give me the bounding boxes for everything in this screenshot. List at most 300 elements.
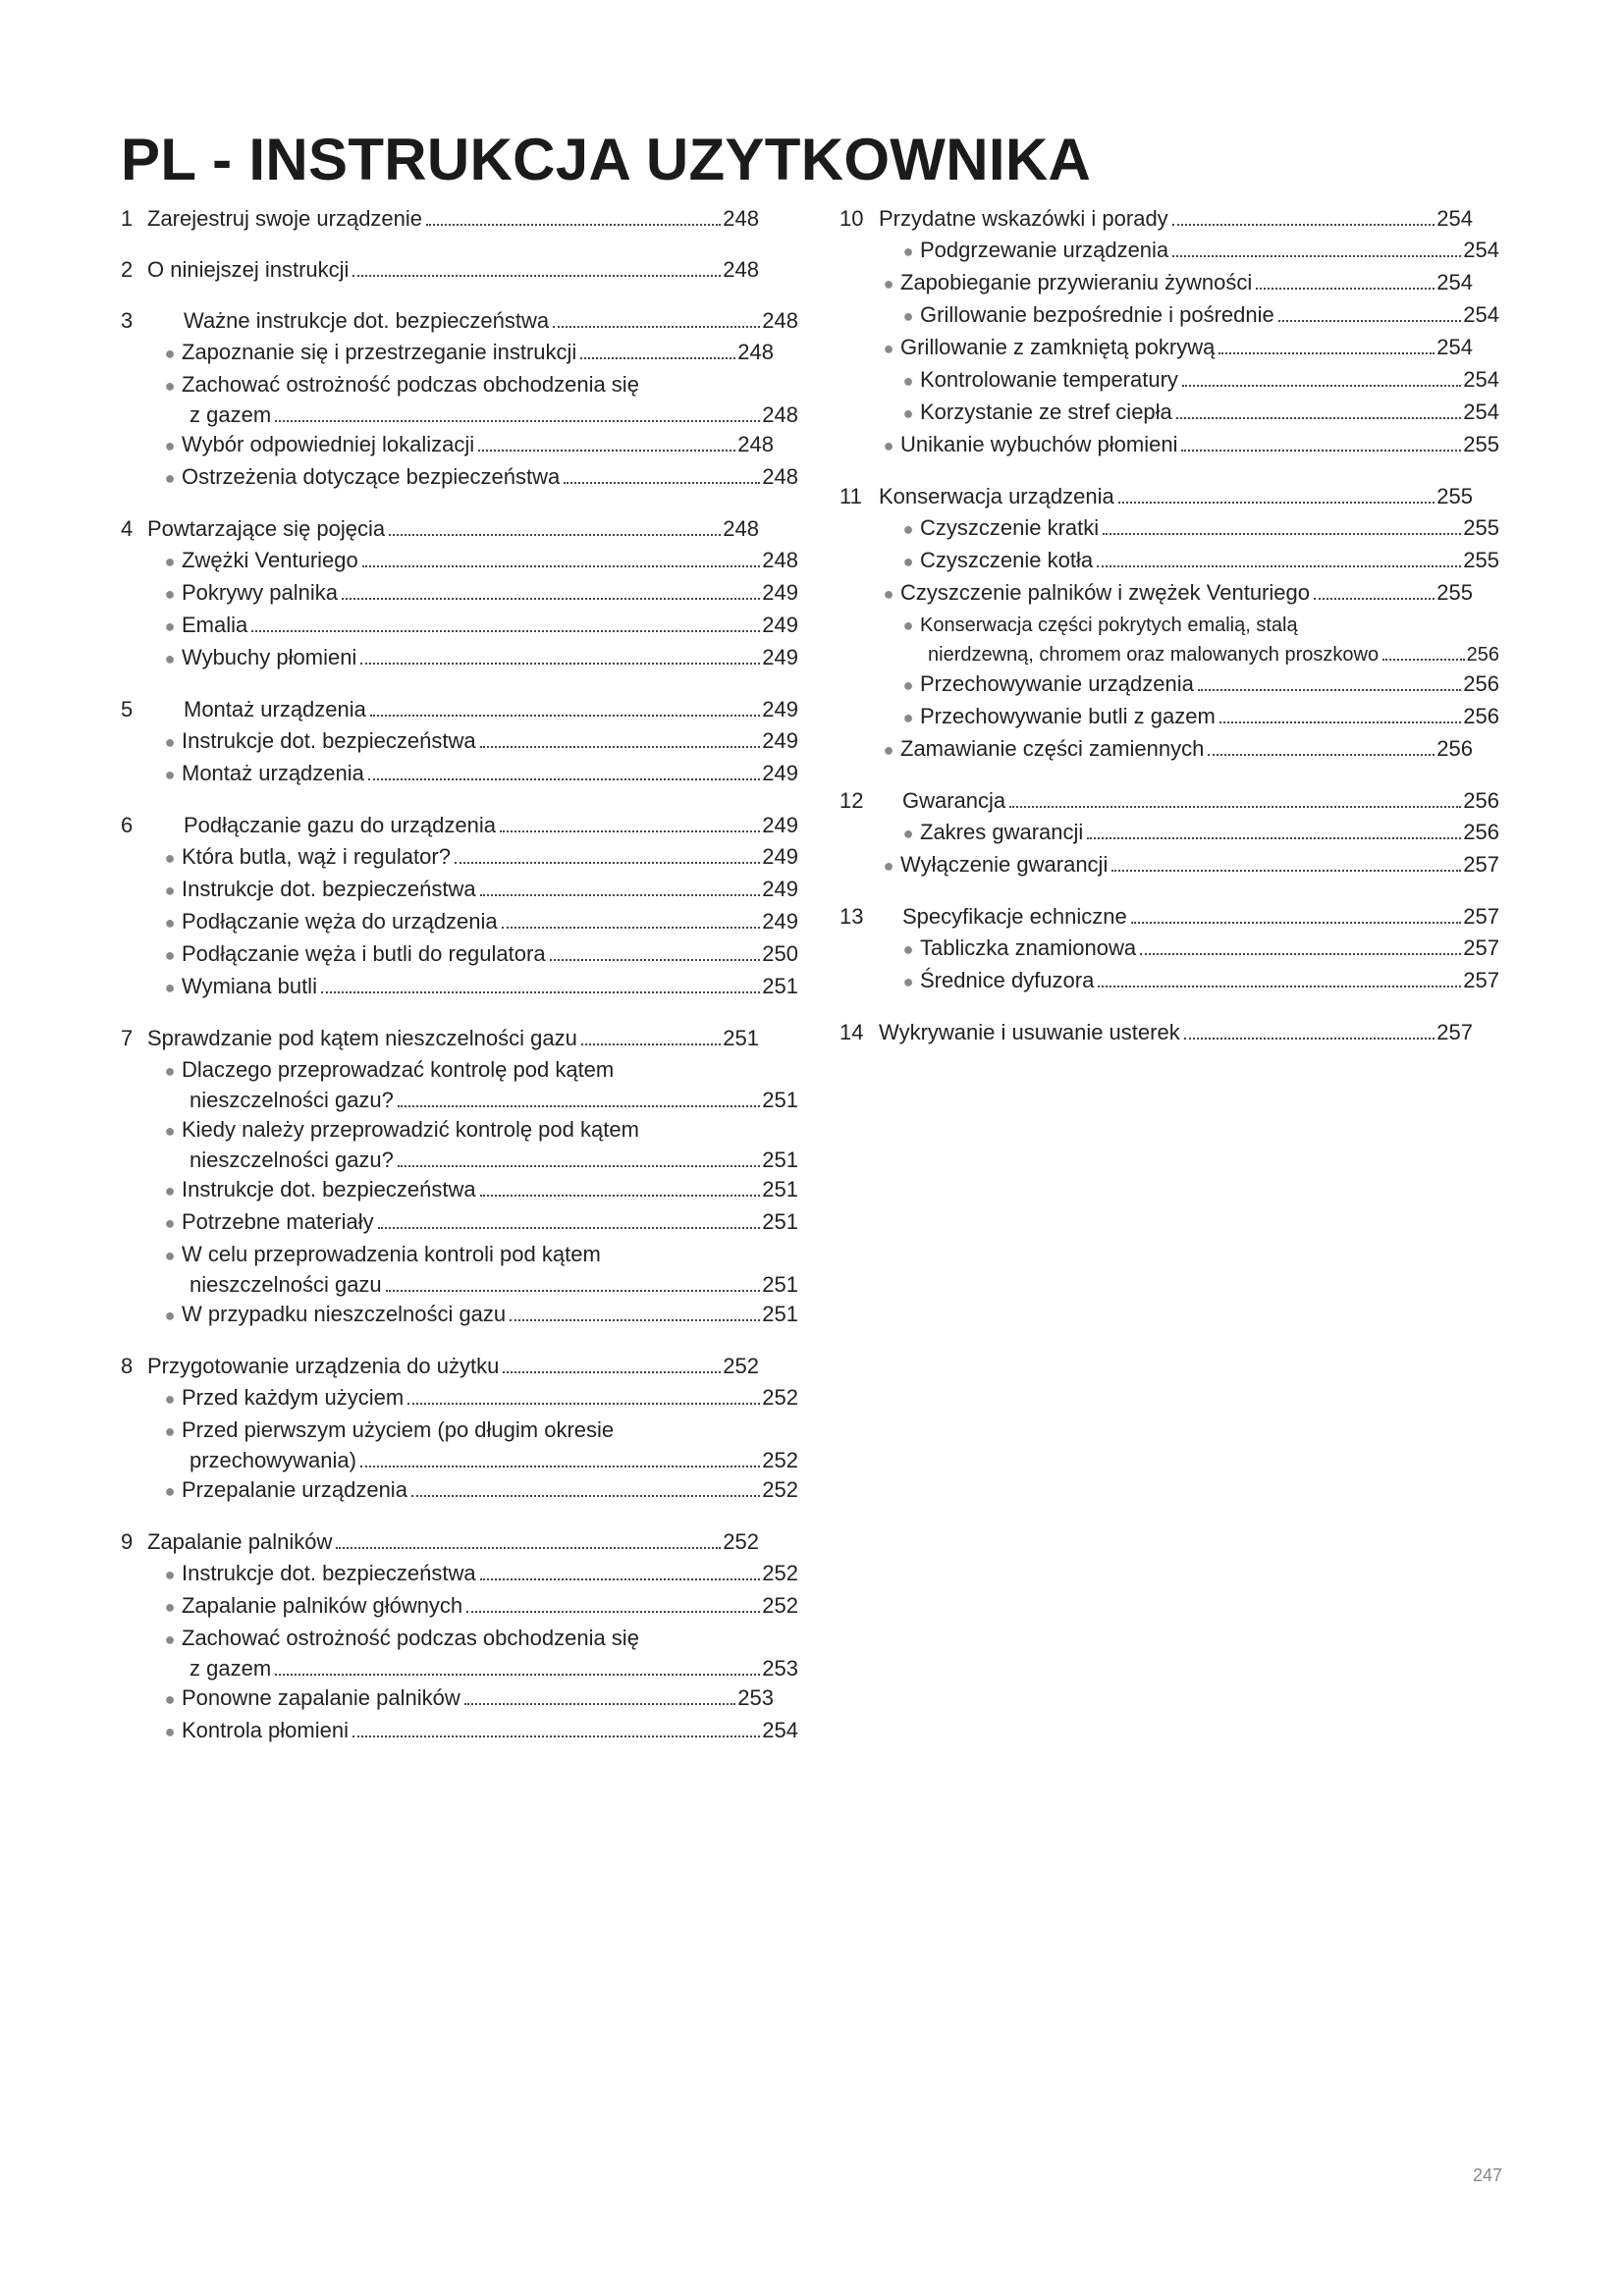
toc-entry[interactable] — [839, 202, 1473, 235]
dot-leader — [1111, 870, 1461, 872]
toc-subentry[interactable] — [839, 701, 1499, 733]
page-ref: 252 — [762, 1385, 798, 1410]
toc-line — [121, 1271, 798, 1299]
dot-leader — [275, 1674, 760, 1676]
toc-line — [121, 429, 774, 461]
toc-line — [121, 906, 798, 938]
bullet-icon: ● — [164, 765, 176, 784]
page-ref: 249 — [762, 613, 798, 637]
toc-entry[interactable] — [839, 784, 1499, 817]
dot-leader — [502, 927, 761, 929]
subentry-title: Ponowne zapalanie palników — [182, 1685, 460, 1710]
subentry-title: Czyszczenie palników i zwężek Venturiego — [900, 580, 1310, 605]
bullet-icon: ● — [164, 1597, 176, 1617]
dot-leader — [362, 565, 761, 567]
toc-line — [839, 965, 1499, 997]
subentry-title: Instrukcje dot. bezpieczeństwa — [182, 1177, 476, 1201]
section-title: Specyfikacje echniczne — [902, 904, 1127, 929]
toc-line — [121, 1590, 798, 1623]
toc-section — [839, 784, 1499, 881]
dot-leader — [1176, 417, 1462, 419]
subentry-title: Unikanie wybuchów płomieni — [900, 432, 1178, 456]
toc-section — [121, 1350, 798, 1507]
dot-leader — [251, 630, 760, 632]
toc-subentry[interactable] — [121, 545, 798, 577]
toc-line — [839, 668, 1499, 701]
toc-subentry[interactable] — [121, 369, 798, 429]
toc-section — [121, 693, 798, 790]
page-ref: 256 — [1463, 671, 1499, 696]
toc-subentry[interactable] — [121, 337, 798, 369]
toc-line — [839, 397, 1499, 429]
toc-subentry[interactable] — [121, 1382, 798, 1415]
toc-line — [121, 337, 774, 369]
subentry-title: Wymiana butli — [182, 974, 317, 998]
bullet-icon: ● — [164, 945, 176, 965]
page-ref: 254 — [1463, 238, 1499, 262]
page-ref: 252 — [762, 1448, 798, 1472]
page-ref: 248 — [762, 464, 798, 489]
bullet-icon: ● — [902, 306, 914, 326]
bullet-icon: ● — [164, 1181, 176, 1201]
subentry-title: Zachować ostrożność podczas obchodzenia się — [182, 372, 639, 397]
toc-entry[interactable] — [121, 512, 759, 545]
subentry-title: Dlaczego przeprowadzać kontrolę pod kątem — [182, 1057, 615, 1082]
bullet-icon: ● — [902, 519, 914, 539]
toc-entry[interactable] — [121, 202, 759, 235]
toc-line — [839, 364, 1499, 397]
toc-entry[interactable] — [839, 1016, 1473, 1048]
toc-line — [121, 1147, 798, 1174]
toc-line — [121, 1174, 798, 1206]
toc-subentry[interactable] — [121, 758, 798, 790]
bullet-icon: ● — [164, 881, 176, 900]
subentry-title: Zapoznanie się i przestrzeganie instrukcji — [182, 340, 577, 364]
page-ref: 253 — [737, 1685, 774, 1710]
bullet-icon: ● — [883, 740, 894, 760]
page-ref: 257 — [1463, 968, 1499, 992]
subentry-title: Zwężki Venturiego — [182, 548, 358, 572]
page-ref: 254 — [1436, 270, 1473, 294]
page-ref: 249 — [762, 697, 798, 721]
subentry-title: Korzystanie ze stref ciepła — [920, 400, 1172, 424]
subentry-title: Zapalanie palników głównych — [182, 1593, 463, 1618]
subentry-title: Montaż urządzenia — [182, 761, 364, 785]
toc-entry[interactable] — [121, 1022, 759, 1054]
page-ref: 249 — [762, 813, 798, 837]
toc-subentry[interactable] — [839, 364, 1499, 397]
dot-leader — [1256, 288, 1435, 290]
bullet-icon: ● — [164, 1722, 176, 1741]
dot-leader — [426, 224, 721, 226]
toc-subentry[interactable] — [839, 267, 1499, 299]
section-number: 2 — [121, 257, 134, 282]
section-title: Konserwacja urządzenia — [879, 484, 1114, 508]
toc-subentry[interactable] — [121, 1474, 798, 1507]
toc-subentry[interactable] — [839, 299, 1499, 332]
toc-subentry[interactable] — [121, 1682, 798, 1715]
section-number: 12 — [839, 788, 864, 813]
toc-line — [121, 758, 798, 790]
subentry-title: Przed pierwszym użyciem (po długim okresie — [182, 1417, 615, 1442]
subentry-title: Zamawianie części zamiennych — [900, 736, 1205, 761]
page-ref: 248 — [723, 206, 759, 231]
toc-subentry[interactable] — [121, 1715, 798, 1747]
bullet-icon: ● — [902, 939, 914, 959]
dot-leader — [580, 357, 735, 359]
toc-section — [839, 202, 1499, 461]
page-ref: 252 — [762, 1593, 798, 1618]
subentry-title: Ostrzeżenia dotyczące bezpieczeństwa — [182, 464, 561, 489]
subentry-title: Przechowywanie urządzenia — [920, 671, 1194, 696]
page-ref: 256 — [1466, 644, 1499, 666]
page-ref: 257 — [1463, 904, 1499, 929]
toc-subentry[interactable] — [121, 577, 798, 610]
bullet-icon: ● — [164, 1689, 176, 1709]
toc-entry[interactable] — [121, 253, 759, 286]
toc-subentry[interactable] — [121, 461, 798, 494]
section-number: 1 — [121, 206, 134, 231]
section-number: 4 — [121, 516, 134, 541]
toc-line — [121, 1299, 798, 1331]
bullet-icon: ● — [883, 436, 894, 455]
dot-leader — [275, 420, 760, 422]
bullet-icon: ● — [902, 824, 914, 843]
toc-column-left — [121, 202, 798, 1766]
section-number: 11 — [839, 484, 862, 508]
page-ref: 257 — [1436, 1020, 1473, 1044]
subentry-title: Pokrywy palnika — [182, 580, 338, 605]
bullet-icon: ● — [902, 371, 914, 391]
subentry-title: Podgrzewanie urządzenia — [920, 238, 1169, 262]
subentry-title: Kontrola płomieni — [182, 1718, 349, 1742]
toc-line — [121, 401, 798, 429]
subentry-title: Instrukcje dot. bezpieczeństwa — [182, 728, 476, 753]
toc-subentry[interactable] — [839, 545, 1499, 577]
page-ref: 252 — [762, 1561, 798, 1585]
subentry-title: Kiedy należy przeprowadzić kontrolę pod kątem — [182, 1117, 639, 1142]
section-number: 9 — [121, 1529, 134, 1554]
bullet-icon: ● — [164, 1565, 176, 1584]
toc-subentry[interactable] — [121, 1415, 798, 1474]
toc-subentry[interactable] — [121, 429, 798, 461]
page-ref: 251 — [762, 1177, 798, 1201]
toc-section — [121, 202, 798, 235]
subentry-title: Instrukcje dot. bezpieczeństwa — [182, 1561, 476, 1585]
bullet-icon: ● — [164, 1389, 176, 1409]
dot-leader — [553, 326, 760, 328]
subentry-title: nieszczelności gazu — [189, 1272, 382, 1297]
dot-leader — [478, 450, 735, 452]
page-ref: 256 — [1463, 788, 1499, 813]
dot-leader — [1219, 721, 1461, 723]
dot-leader — [1208, 754, 1435, 756]
page-ref: 252 — [762, 1477, 798, 1502]
toc-line — [121, 841, 798, 874]
dot-leader — [1087, 837, 1461, 839]
toc-subentry[interactable] — [839, 235, 1499, 267]
toc-subentry[interactable] — [839, 577, 1499, 610]
page-ref: 254 — [1436, 206, 1473, 231]
toc-subentry[interactable] — [121, 610, 798, 642]
subentry-title: przechowywania) — [189, 1448, 356, 1472]
bullet-icon: ● — [164, 376, 176, 396]
dot-leader — [500, 830, 760, 832]
section-number: 14 — [839, 1020, 864, 1044]
toc-entry[interactable] — [121, 693, 798, 725]
dot-leader — [1181, 450, 1461, 452]
toc-line — [839, 267, 1473, 299]
dot-leader — [480, 1578, 761, 1580]
toc-line — [121, 1655, 798, 1682]
dot-leader — [378, 1227, 761, 1229]
subentry-title: Konserwacja części pokrytych emalią, stalą — [920, 614, 1298, 636]
toc-entry[interactable] — [121, 809, 798, 841]
toc-line — [121, 1558, 798, 1590]
page-ref: 254 — [1463, 367, 1499, 392]
toc-line — [121, 1239, 798, 1271]
toc-column-right — [839, 202, 1499, 1067]
bullet-icon: ● — [164, 1421, 176, 1441]
bullet-icon: ● — [164, 436, 176, 455]
toc-line — [839, 299, 1499, 332]
dot-leader — [1172, 255, 1461, 257]
toc-subentry[interactable] — [121, 1054, 798, 1114]
section-title: Ważne instrukcje dot. bezpieczeństwa — [184, 308, 550, 333]
toc-subentry[interactable] — [839, 817, 1499, 849]
toc-subentry[interactable] — [121, 906, 798, 938]
toc-line — [121, 1114, 798, 1147]
subentry-title: Przed każdym użyciem — [182, 1385, 405, 1410]
toc-subentry[interactable] — [839, 610, 1499, 668]
bullet-icon: ● — [902, 241, 914, 261]
bullet-icon: ● — [164, 978, 176, 997]
subentry-title: Czyszczenie kotła — [920, 548, 1094, 572]
bullet-icon: ● — [902, 675, 914, 695]
bullet-icon: ● — [902, 552, 914, 571]
toc-subentry[interactable] — [121, 725, 798, 758]
toc-subentry[interactable] — [121, 1174, 798, 1206]
section-number: 5 — [121, 697, 134, 721]
toc-line — [121, 725, 798, 758]
toc-subentry[interactable] — [121, 874, 798, 906]
toc-subentry[interactable] — [839, 933, 1499, 965]
dot-leader — [1103, 533, 1461, 535]
toc-line — [121, 461, 798, 494]
toc-entry[interactable] — [839, 480, 1473, 512]
page-ref: 251 — [762, 1088, 798, 1112]
bullet-icon: ● — [164, 584, 176, 604]
dot-leader — [455, 862, 760, 864]
page-ref: 248 — [762, 308, 798, 333]
toc-subentry[interactable] — [839, 733, 1499, 766]
bullet-icon: ● — [164, 913, 176, 933]
page-ref: 249 — [762, 580, 798, 605]
toc-line — [839, 733, 1473, 766]
toc-subentry[interactable] — [121, 1299, 798, 1331]
page-ref: 257 — [1463, 852, 1499, 877]
page-ref: 249 — [762, 877, 798, 901]
subentry-title: Czyszczenie kratki — [920, 515, 1100, 540]
subentry-title: z gazem — [189, 1656, 272, 1681]
dot-leader — [1198, 689, 1461, 691]
toc-entry[interactable] — [121, 1350, 759, 1382]
toc-subentry[interactable] — [839, 332, 1499, 364]
page-ref: 248 — [723, 257, 759, 282]
section-title: Przydatne wskazówki i porady — [879, 206, 1168, 231]
dot-leader — [1314, 598, 1435, 600]
toc-subentry[interactable] — [839, 965, 1499, 997]
toc-line — [839, 429, 1499, 461]
toc-section — [121, 1022, 798, 1331]
dot-leader — [336, 1547, 721, 1549]
dot-leader — [1182, 385, 1461, 387]
dot-leader — [581, 1043, 721, 1045]
subentry-title: Która butla, wąż i regulator? — [182, 844, 451, 869]
page-ref: 255 — [1436, 580, 1473, 605]
page-ref: 253 — [762, 1656, 798, 1681]
subentry-title: nierdzewną, chromem oraz malowanych proszkowo — [928, 644, 1380, 666]
toc-line — [121, 874, 798, 906]
toc-subentry[interactable] — [839, 429, 1499, 461]
toc-subentry[interactable] — [121, 642, 798, 674]
page-ref: 252 — [723, 1354, 759, 1378]
toc-subentry[interactable] — [839, 668, 1499, 701]
toc-line — [839, 332, 1473, 364]
bullet-icon: ● — [164, 848, 176, 868]
subentry-title: z gazem — [189, 402, 272, 427]
dot-leader — [1009, 806, 1461, 808]
dot-leader — [360, 663, 760, 665]
toc-subentry[interactable] — [121, 1590, 798, 1623]
toc-entry[interactable] — [121, 304, 798, 337]
subentry-title: W przypadku nieszczelności gazu — [182, 1302, 507, 1326]
subentry-title: W celu przeprowadzenia kontroli pod kątem — [182, 1242, 601, 1266]
subentry-title: Grillowanie bezpośrednie i pośrednie — [920, 302, 1274, 327]
toc-subentry[interactable] — [121, 1558, 798, 1590]
toc-line — [121, 938, 798, 971]
toc-subentry[interactable] — [121, 971, 798, 1003]
page-ref: 249 — [762, 909, 798, 934]
dot-leader — [321, 991, 760, 993]
dot-leader — [480, 746, 761, 748]
bullet-icon: ● — [164, 1213, 176, 1233]
section-title: Powtarzające się pojęcia — [147, 516, 386, 541]
section-title: Wykrywanie i usuwanie usterek — [879, 1020, 1180, 1044]
toc-line — [839, 849, 1499, 881]
subentry-title: Wybór odpowiedniej lokalizacji — [182, 432, 475, 456]
page-ref: 257 — [1463, 935, 1499, 960]
page-ref: 248 — [737, 340, 774, 364]
toc-line — [121, 1206, 798, 1239]
section-title: Montaż urządzenia — [184, 697, 366, 721]
toc-section — [121, 512, 798, 674]
dot-leader — [386, 1290, 761, 1292]
toc-line — [121, 1447, 798, 1474]
toc-subentry[interactable] — [121, 1239, 798, 1299]
toc-section — [839, 900, 1499, 997]
toc-line — [121, 1715, 798, 1747]
dot-leader — [360, 1466, 760, 1468]
bullet-icon: ● — [164, 1121, 176, 1141]
subentry-title: Tabliczka znamionowa — [920, 935, 1137, 960]
toc-subentry[interactable] — [839, 512, 1499, 545]
dot-leader — [1140, 953, 1461, 955]
subentry-title: Potrzebne materiały — [182, 1209, 374, 1234]
page-ref: 251 — [762, 1272, 798, 1297]
toc-line — [121, 1474, 798, 1507]
dot-leader — [550, 959, 761, 961]
subentry-title: Wyłączenie gwarancji — [900, 852, 1109, 877]
toc-line — [121, 369, 798, 401]
toc-section — [121, 809, 798, 1003]
toc-line — [121, 1682, 774, 1715]
page-ref: 249 — [762, 728, 798, 753]
toc-section — [121, 304, 798, 494]
subentry-title: nieszczelności gazu? — [189, 1088, 394, 1112]
toc-subentry[interactable] — [121, 1623, 798, 1682]
page-ref: 248 — [762, 402, 798, 427]
toc-subentry[interactable] — [121, 1206, 798, 1239]
page-ref: 256 — [1463, 820, 1499, 844]
section-number: 13 — [839, 904, 864, 929]
subentry-title: Przechowywanie butli z gazem — [920, 704, 1216, 728]
dot-leader — [1097, 565, 1461, 567]
toc-subentry[interactable] — [121, 938, 798, 971]
subentry-title: Przepalanie urządzenia — [182, 1477, 407, 1502]
toc-subentry[interactable] — [121, 841, 798, 874]
toc-line — [839, 933, 1499, 965]
toc-entry[interactable] — [121, 1525, 759, 1558]
dot-leader — [368, 778, 760, 780]
toc-line — [121, 1623, 798, 1655]
subentry-title: Podłączanie węża i butli do regulatora — [182, 941, 546, 966]
bullet-icon: ● — [164, 1306, 176, 1325]
toc-line — [121, 1087, 798, 1114]
section-number: 10 — [839, 206, 864, 231]
page-ref: 251 — [762, 974, 798, 998]
dot-leader — [1131, 922, 1462, 924]
toc-subentry[interactable] — [121, 1114, 798, 1174]
toc-line — [839, 577, 1473, 610]
toc-entry[interactable] — [839, 900, 1499, 933]
page-ref: 251 — [723, 1026, 759, 1050]
bullet-icon: ● — [164, 1246, 176, 1265]
subentry-title: Zachować ostrożność podczas obchodzenia się — [182, 1626, 639, 1650]
toc-section — [839, 480, 1499, 766]
page-ref: 255 — [1436, 484, 1473, 508]
subentry-title: Średnice dyfuzora — [920, 968, 1095, 992]
subentry-title: nieszczelności gazu? — [189, 1148, 394, 1172]
dot-leader — [510, 1319, 760, 1321]
bullet-icon: ● — [164, 1629, 176, 1649]
page-ref: 254 — [1463, 302, 1499, 327]
toc-section — [121, 1525, 798, 1747]
bullet-icon: ● — [883, 274, 894, 294]
toc-subentry[interactable] — [839, 397, 1499, 429]
page-ref: 254 — [762, 1718, 798, 1742]
toc-line — [121, 577, 798, 610]
subentry-title: Instrukcje dot. bezpieczeństwa — [182, 877, 476, 901]
page-ref: 251 — [762, 1209, 798, 1234]
bullet-icon: ● — [883, 339, 894, 358]
toc-subentry[interactable] — [839, 849, 1499, 881]
bullet-icon: ● — [164, 732, 176, 752]
dot-leader — [1118, 502, 1435, 504]
dot-leader — [398, 1105, 760, 1107]
section-title: Przygotowanie urządzenia do użytku — [147, 1354, 500, 1378]
page-ref: 249 — [762, 761, 798, 785]
